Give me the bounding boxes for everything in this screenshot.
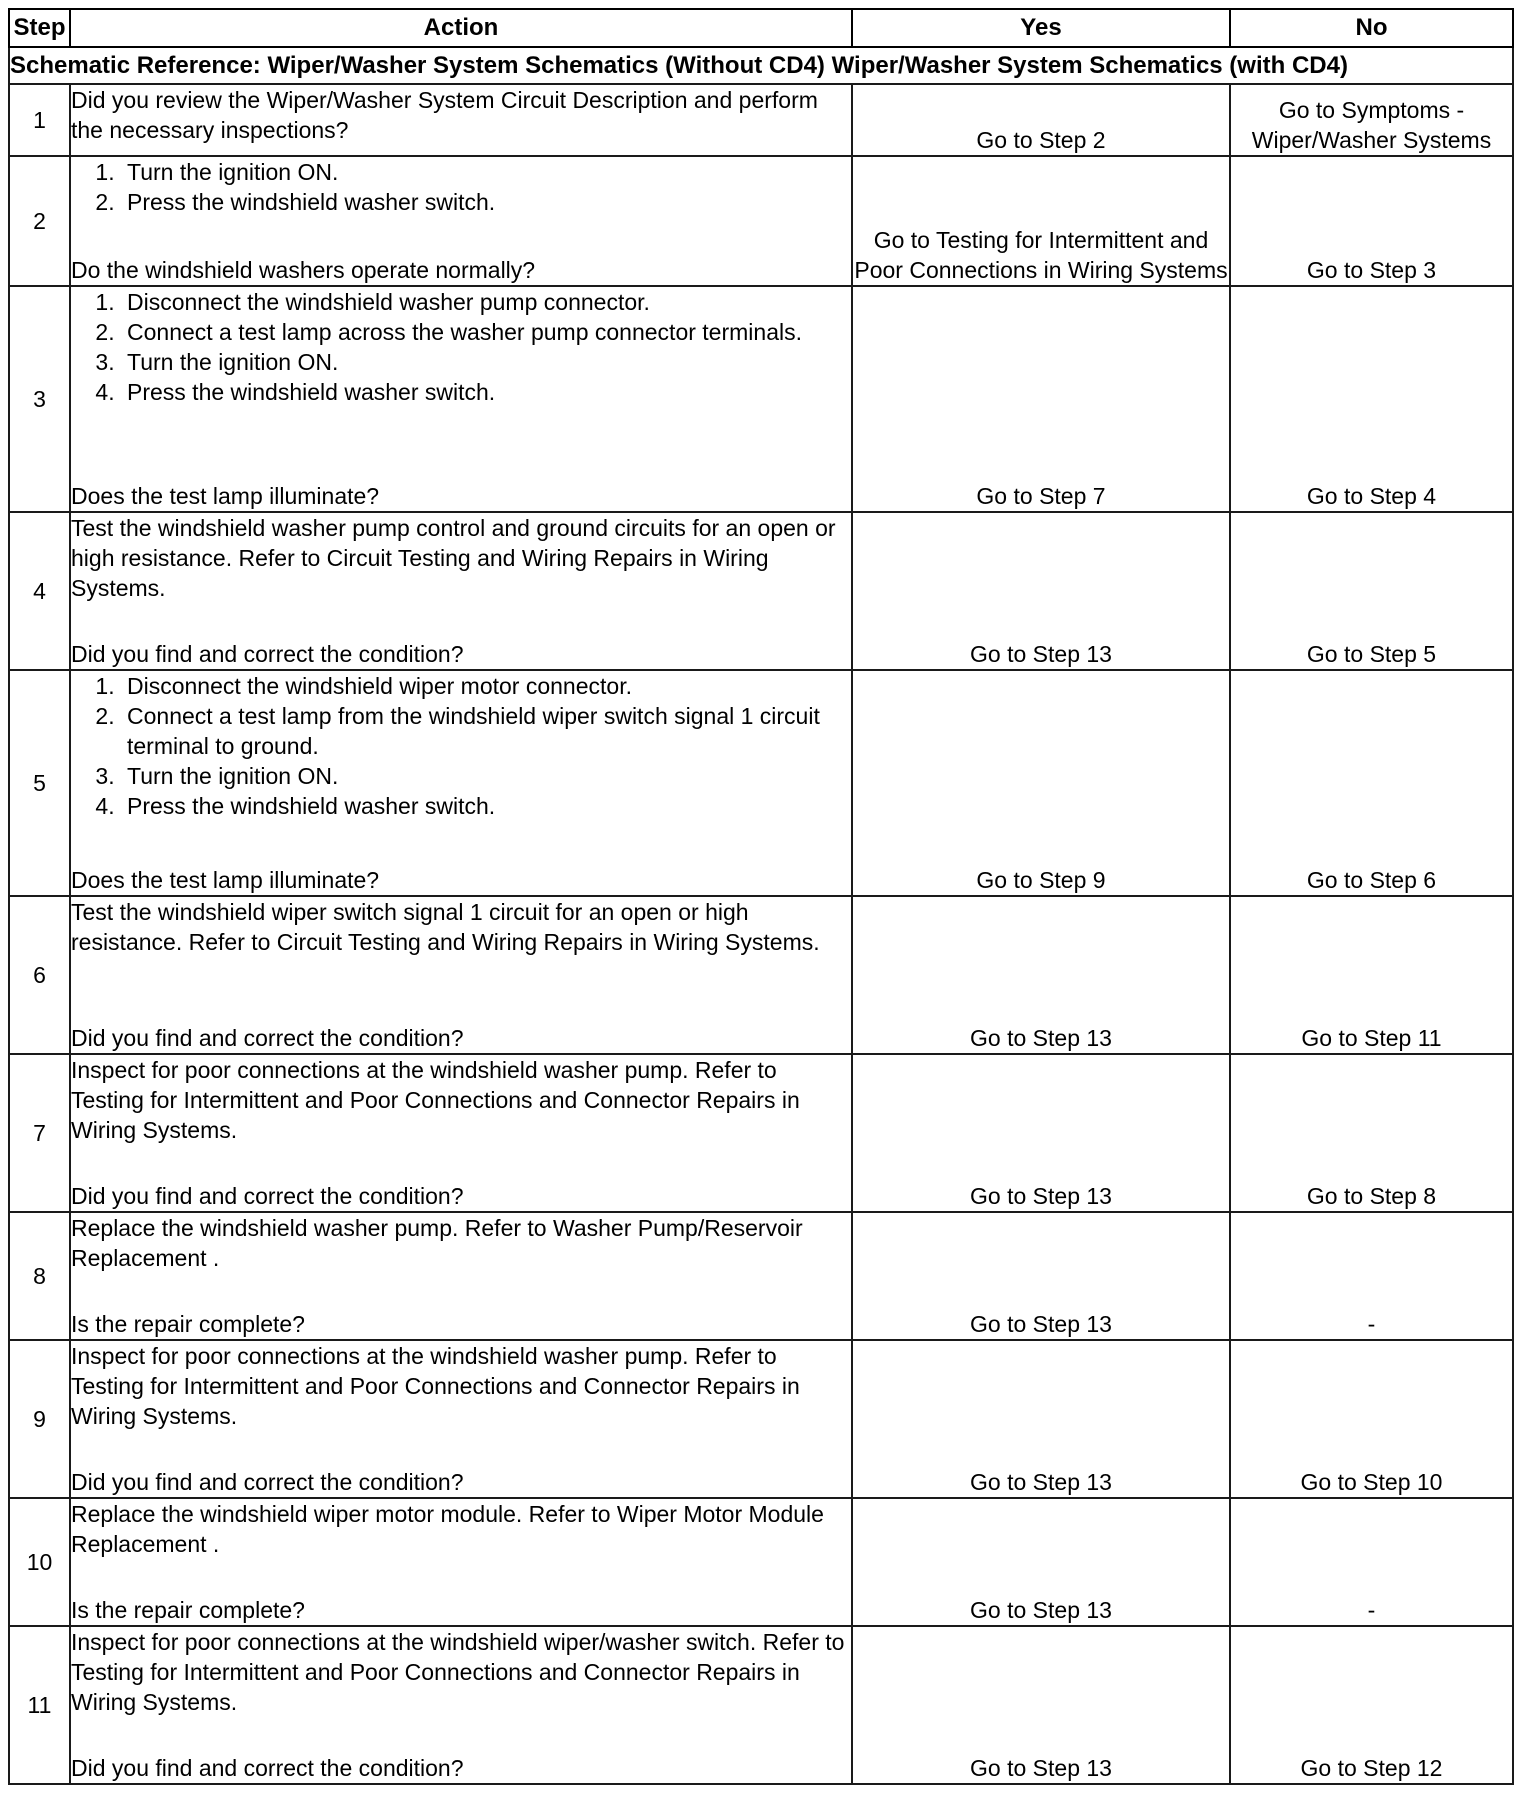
action-cell-11	[70, 1626, 852, 1784]
yes-result-8: Go to Step 13	[852, 1212, 1230, 1340]
step-row-1	[9, 84, 1513, 156]
action-text-1: Did you review the Wiper/Washer System Circuit Description and perform the necessary inspections?	[71, 87, 818, 143]
action-substep: 3. Turn the ignition ON.	[121, 347, 851, 377]
action-cell-8	[70, 1212, 852, 1340]
action-question-3: Does the test lamp illuminate?	[71, 483, 380, 509]
step-number-9: 9	[9, 1340, 70, 1498]
yes-result-4: Go to Step 13	[852, 512, 1230, 670]
action-question-4: Did you find and correct the condition?	[71, 641, 464, 667]
action-cell-3	[70, 286, 852, 512]
step-row-9	[9, 1340, 1513, 1498]
step-number-5: 5	[9, 670, 70, 896]
step-row-7	[9, 1054, 1513, 1212]
step-row-2	[9, 156, 1513, 286]
step-number-3: 3	[9, 286, 70, 512]
schematic-reference-row	[9, 47, 1513, 84]
yes-result-11: Go to Step 13	[852, 1626, 1230, 1784]
schematic-reference: Schematic Reference: Wiper/Washer System Schematics (Without CD4) Wiper/Washer System Schematics (with CD4)	[9, 47, 1513, 84]
no-result-2: Go to Step 3	[1230, 156, 1513, 286]
action-question-11: Did you find and correct the condition?	[71, 1755, 464, 1781]
no-result-5: Go to Step 6	[1230, 670, 1513, 896]
action-content-10	[71, 1499, 851, 1625]
step-row-10	[9, 1498, 1513, 1626]
step-row-6	[9, 896, 1513, 1054]
step-number-7: 7	[9, 1054, 70, 1212]
header-yes: Yes	[852, 9, 1230, 47]
action-substep: 3. Turn the ignition ON.	[121, 761, 851, 791]
action-substep: 1. Disconnect the windshield wiper motor connector.	[121, 671, 851, 701]
action-question-5: Does the test lamp illuminate?	[71, 867, 380, 893]
action-cell-2	[70, 156, 852, 286]
step-number-1: 1	[9, 84, 70, 156]
yes-result-7: Go to Step 13	[852, 1054, 1230, 1212]
action-content-5	[71, 671, 851, 895]
action-steps-3	[71, 287, 851, 407]
yes-result-10: Go to Step 13	[852, 1498, 1230, 1626]
action-cell-5	[70, 670, 852, 896]
yes-result-1: Go to Step 2	[852, 84, 1230, 156]
action-content-6	[71, 897, 851, 1053]
action-cell-6	[70, 896, 852, 1054]
no-result-1: Go to Symptoms - Wiper/Washer Systems	[1230, 84, 1513, 156]
action-question-8: Is the repair complete?	[71, 1311, 305, 1337]
diagnostic-table	[8, 8, 1514, 1785]
header-row	[9, 9, 1513, 47]
no-result-8: -	[1230, 1212, 1513, 1340]
action-substep: 2. Connect a test lamp from the windshield wiper switch signal 1 circuit terminal to ground.	[121, 701, 851, 761]
action-question-7: Did you find and correct the condition?	[71, 1183, 464, 1209]
step-number-8: 8	[9, 1212, 70, 1340]
step-row-11	[9, 1626, 1513, 1784]
no-result-6: Go to Step 11	[1230, 896, 1513, 1054]
action-text-11: Inspect for poor connections at the windshield wiper/washer switch. Refer to Testing for Intermittent and Poor Connections and Connector Repairs in Wiring Systems.	[71, 1629, 845, 1715]
action-content-7	[71, 1055, 851, 1211]
step-number-6: 6	[9, 896, 70, 1054]
yes-result-9: Go to Step 13	[852, 1340, 1230, 1498]
action-steps-2	[71, 157, 851, 217]
action-text-10: Replace the windshield wiper motor module. Refer to Wiper Motor Module Replacement .	[71, 1501, 824, 1557]
yes-result-3: Go to Step 7	[852, 286, 1230, 512]
action-text-4: Test the windshield washer pump control and ground circuits for an open or high resistance. Refer to Circuit Testing and Wiring Repairs in Wiring Systems.	[71, 515, 836, 601]
action-text-7: Inspect for poor connections at the windshield washer pump. Refer to Testing for Intermittent and Poor Connections and Connector Repairs in Wiring Systems.	[71, 1057, 800, 1143]
header-step: Step	[9, 9, 70, 47]
action-content-1	[71, 85, 851, 155]
step-number-10: 10	[9, 1498, 70, 1626]
step-number-11: 11	[9, 1626, 70, 1784]
action-question-9: Did you find and correct the condition?	[71, 1469, 464, 1495]
step-number-4: 4	[9, 512, 70, 670]
action-text-6: Test the windshield wiper switch signal 1 circuit for an open or high resistance. Refer to Circuit Testing and Wiring Repairs in Wiring Systems.	[71, 899, 820, 955]
action-content-4	[71, 513, 851, 669]
action-content-3	[71, 287, 851, 511]
action-substep: 1. Turn the ignition ON.	[121, 157, 851, 187]
action-text-8: Replace the windshield washer pump. Refer to Washer Pump/Reservoir Replacement .	[71, 1215, 803, 1271]
action-substep: 2. Press the windshield washer switch.	[121, 187, 851, 217]
action-text-9: Inspect for poor connections at the windshield washer pump. Refer to Testing for Intermittent and Poor Connections and Connector Repairs in Wiring Systems.	[71, 1343, 800, 1429]
step-row-4	[9, 512, 1513, 670]
action-cell-1	[70, 84, 852, 156]
action-content-11	[71, 1627, 851, 1783]
no-result-3: Go to Step 4	[1230, 286, 1513, 512]
action-substep: 2. Connect a test lamp across the washer pump connector terminals.	[121, 317, 851, 347]
no-result-9: Go to Step 10	[1230, 1340, 1513, 1498]
no-result-10: -	[1230, 1498, 1513, 1626]
yes-result-5: Go to Step 9	[852, 670, 1230, 896]
action-substep: 4. Press the windshield washer switch.	[121, 377, 851, 407]
action-steps-5	[71, 671, 851, 821]
action-question-6: Did you find and correct the condition?	[71, 1025, 464, 1051]
action-question-2: Do the windshield washers operate normally?	[71, 257, 536, 283]
yes-result-6: Go to Step 13	[852, 896, 1230, 1054]
no-result-7: Go to Step 8	[1230, 1054, 1513, 1212]
action-cell-10	[70, 1498, 852, 1626]
action-cell-7	[70, 1054, 852, 1212]
action-cell-4	[70, 512, 852, 670]
step-row-3	[9, 286, 1513, 512]
header-action: Action	[70, 9, 852, 47]
step-row-5	[9, 670, 1513, 896]
action-content-9	[71, 1341, 851, 1497]
no-result-11: Go to Step 12	[1230, 1626, 1513, 1784]
action-content-2	[71, 157, 851, 285]
header-no: No	[1230, 9, 1513, 47]
no-result-4: Go to Step 5	[1230, 512, 1513, 670]
action-question-10: Is the repair complete?	[71, 1597, 305, 1623]
action-substep: 4. Press the windshield washer switch.	[121, 791, 851, 821]
diagnostic-table-page	[8, 8, 1512, 1784]
step-row-8	[9, 1212, 1513, 1340]
action-cell-9	[70, 1340, 852, 1498]
action-substep: 1. Disconnect the windshield washer pump connector.	[121, 287, 851, 317]
yes-result-2: Go to Testing for Intermittent and Poor Connections in Wiring Systems	[852, 156, 1230, 286]
step-number-2: 2	[9, 156, 70, 286]
action-content-8	[71, 1213, 851, 1339]
